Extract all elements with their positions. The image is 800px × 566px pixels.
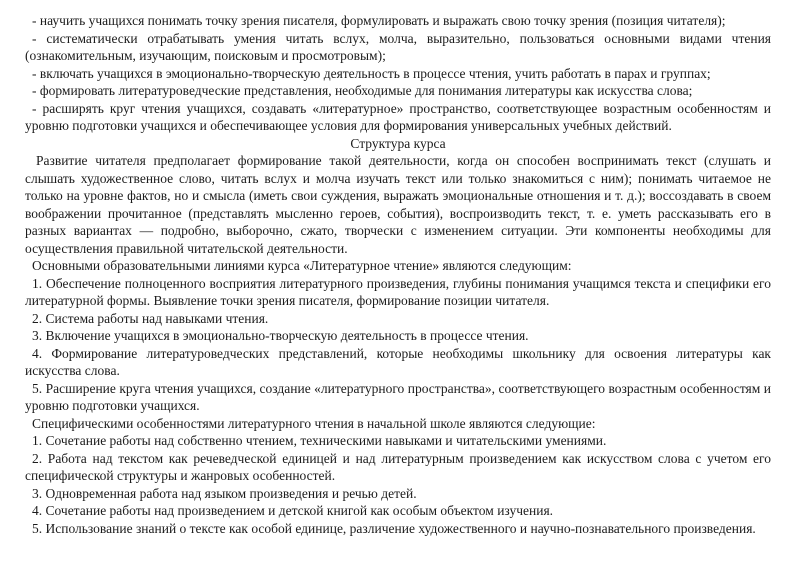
goal-item: - систематически отрабатывать умения читать вслух, молча, выразительно, пользоваться основными видами чтения (ознакомительным, изучающим, поисковым и просмотровым); <box>25 30 771 63</box>
feature-item: 5. Использование знаний о тексте как особой единице, различение художественного и научно-познавательного произведения. <box>32 520 756 536</box>
section-heading: Структура курса <box>350 135 446 151</box>
course-line-item: 3. Включение учащихся в эмоционально-творческую деятельность в процессе чтения. <box>32 328 529 343</box>
specific-features-lead: Специфическими особенностями литературного чтения в начальной школе являются следующие: <box>32 415 596 431</box>
course-line-item: 1. Обеспечение полноценного восприятия литературного произведения, глубины понимания учащимся текста и специфики его литературной формы. Выявление точки зрения писателя, формирование позиции читателя. <box>25 275 771 308</box>
feature-item: 4. Сочетание работы над произведением и детской книгой как особым объектом изучения. <box>32 503 554 518</box>
intro-paragraph: Развитие читателя предполагает формирование такой деятельности, когда он способен воспринимать текст (слушать и слышать художественное слово, читать вслух и молча изучать текст или только знакомиться с ним); понимать читаемое не только на уровне фактов, но и смысла (иметь свои суждения, выражать эмоциональные отношения и т. д.); воссоздавать в своем воображении прочитанное (представлять мысленно героев, события), воспроизводить текст, т. е. уметь рассказывать его в разных вариантах — подробно, выборочно, сжато, творчески с изменением ситуации. Эти компоненты необходимы для осуществления правильной читательской деятельности. <box>25 153 771 256</box>
goal-item: - научить учащихся понимать точку зрения писателя, формулировать и выражать свою точку зрения (позиция читателя); <box>32 13 726 28</box>
goal-item: - расширять круг чтения учащихся, создавать «литературное» пространство, соответствующее возрастным особенностям и уровню подготовки учащихся и обеспечивающее условия для формирования универсальных учебных действий. <box>25 100 771 133</box>
feature-item: 1. Сочетание работы над собственно чтением, техническими навыками и читательскими умениями. <box>32 433 607 448</box>
feature-item: 3. Одновременная работа над языком произведения и речью детей. <box>32 485 417 501</box>
course-line-item: 5. Расширение круга чтения учащихся, создание «литературного пространства», соответствующего возрастным особенностям и уровню подготовки учащихся. <box>25 380 771 413</box>
course-line-item: 4. Формирование литературоведческих представлений, которые необходимы школьнику для освоения литературы как искусства слова. <box>25 345 771 378</box>
course-line-item: 2. Система работы над навыками чтения. <box>32 310 269 326</box>
feature-item: 2. Работа над текстом как речеведческой единицей и над литературным произведением как искусством слова с учетом его специфической структуры и жанровых особенностей. <box>25 450 771 483</box>
goal-item: - включать учащихся в эмоционально-творческую деятельность в процессе чтения, учить работать в парах и группах; <box>32 65 711 81</box>
course-lines-lead: Основными образовательными линиями курса «Литературное чтение» являются следующим: <box>32 258 572 273</box>
goal-item: - формировать литературоведческие представления, необходимые для понимания литературы как искусства слова; <box>32 83 693 98</box>
